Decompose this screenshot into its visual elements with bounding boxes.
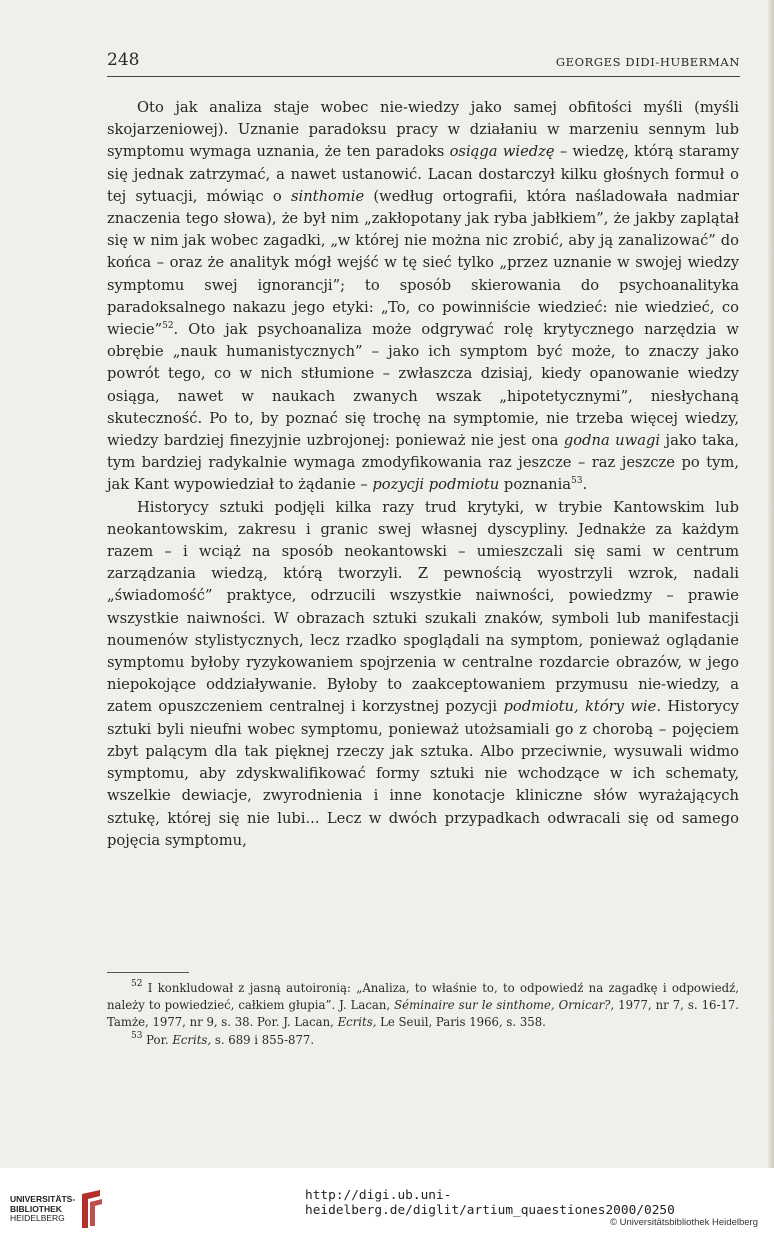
paragraph-2: Historycy sztuki podjęli kilka razy trud krytyki, w trybie Kantowskim lub neokantowskim, zakresu i granic swej własnej dyscypliny. Jednakże za każdym razem – i wciąż na sposób neokantowski – umieszczali się sami w centrum zarządzania wiedzą, którą tworzyli. Z pewnością wyostrzyli wzrok, nadali „świadomość” praktyce, odrzucili wszystkie naiwności, powiedzmy – prawie wszystkie naiwności. W obrazach sztuki szukali znaków, symboli lub manifestacji noumenów stylistycznych, lecz rzadko spoglądali na symptom, ponieważ oglądanie symptomu byłoby ryzykowaniem spojrzenia w centralne rozdarcie obrazów, w jego niepokojące oddziaływanie. Byłoby to zaakceptowaniem przymusu nie-wiedzy, a zatem opuszczeniem centralnej i korzystnej pozycji podmiotu, który wie. Historycy sztuki byli nieufni wobec symptomu, ponieważ utożsamiali go z chorobą – pojęciem zbyt palącym dla tak pięknej rzeczy jak sztuka. Albo przeciwnie, wysuwali widmo symptomu, aby zdyskwalifikować formy sztuki nie wchodzące w ich schematy, wszelkie dewiacje, zwyrodnienia i inne konotacje kliniczne słów wyrażających sztukę, której się nie lubi... Lecz w dwóch przypadkach odwracali się od samego pojęcia symptomu, [107,498,739,849]
library-logo-icon [76,1188,106,1230]
paragraph-1: Oto jak analiza staje wobec nie-wiedzy jako samej obfitości myśli (myśli skojarzeniowej). Uznanie paradoksu pracy w działaniu w marzeniu sennym lub symptomu wymaga uznania, że ten paradoks osiąga wiedzę – wiedzę, którą staramy się jednak zatrzymać, a nawet ustanowić. Lacan dostarczył kilku głośnych formuł o tej sytuacji, mówiąc o sinthomie (według ortografii, która naśladowała nadmiar znaczenia tego słowa), że był nim „zakłopotany jak ryba jabłkiem”, że jakby zaplątał się w nim jak wobec zagadki, „w której nie można nic zrobić, aby ją zanalizować” do końca – oraz że analityk mógł wejść w tę sieć tylko „przez uznanie w swojej wiedzy symptomu swej ignorancji”; to sposób skierowania do psychoanalityka paradoksalnego nakazu jego etyki: „To, co powinniście wiedzieć: nie wiedzieć, co wiecie”$^{52}$. Oto jak psychoanaliza może odgrywać rolę krytycznego narzędzia w obrębie „nauk humanistycznych” – jako ich symptom być może, to znaczy jako powrót tego, co w nich stłumione – zwłaszcza dzisiaj, kiedy opanowanie wiedzy osiąga, nawet w naukach zwanych wszak „hipotetycznymi”, niesłychaną skuteczność. Po to, by poznać się trochę na symptomie, nie trzeba więcej wiedzy, wiedzy bardziej finezyjnie uzbrojonej: ponieważ nie jest ona godna uwagi jako taka, tym bardziej radykalnie wymaga zmodyfikowania raz jeszcze – raz jeszcze po tym, jak Kant wypowiedział to żądanie – pozycji podmiotu poznania$^{53}$. [107,99,740,494]
running-author: GEORGES DIDI-HUBERMAN [555,55,740,69]
page-edge [768,0,774,1168]
footnotes [107,980,739,1049]
italic-phrase: godna uwagi [563,432,661,450]
italic-phrase: pozycji podmiotu [372,476,500,494]
footnote-52: $^{52}$ I konkludował z jasną autoironią: „Analiza, to właśnie to, to odpowiedź na zagadkę i odpowiedź, należy to powiedzieć, całkiem głupia”. J. Lacan, Séminaire sur le sinthome, Ornicar?, 1977, nr 7, s. 16-17. Tamże, 1977, nr 9, s. 38. Por. J. Lacan, Ecrits, Le Seuil, Paris 1966, s. 358. [107,979,740,1030]
footnote-53: $^{53}$ Por. Ecrits, s. 689 i 855-877. [131,1030,315,1047]
page-number: 248 [107,50,140,70]
italic-phrase: podmiotu, który wie [503,698,657,716]
italic-phrase: sinthomie [290,187,365,205]
footnote-ref-52[interactable]: 52 [162,321,174,332]
italic-phrase: Ecrits, [172,1032,212,1047]
library-footer [0,1168,774,1240]
body-text [107,97,739,852]
footnote-rule [107,972,189,973]
footnote-ref-53[interactable]: 53 [571,476,583,487]
italic-phrase: osiąga wiedzę [449,143,555,161]
running-head [107,50,740,77]
footnote-number: 52 [131,979,143,989]
copyright-notice: © Universitätsbibliothek Heidelberg [610,1217,758,1228]
library-logo-text: UNIVERSITÄTS- BIBLIOTHEK HEIDELBERG [10,1194,76,1223]
italic-phrase: Ecrits, [337,1015,377,1030]
italic-phrase: Séminaire sur le sinthome, Ornicar? [394,998,611,1013]
footnote-number: 53 [131,1030,143,1041]
document-url[interactable]: http://digi.ub.uni-heidelberg.de/diglit/artium_quaestiones2000/0250 [305,1188,675,1218]
